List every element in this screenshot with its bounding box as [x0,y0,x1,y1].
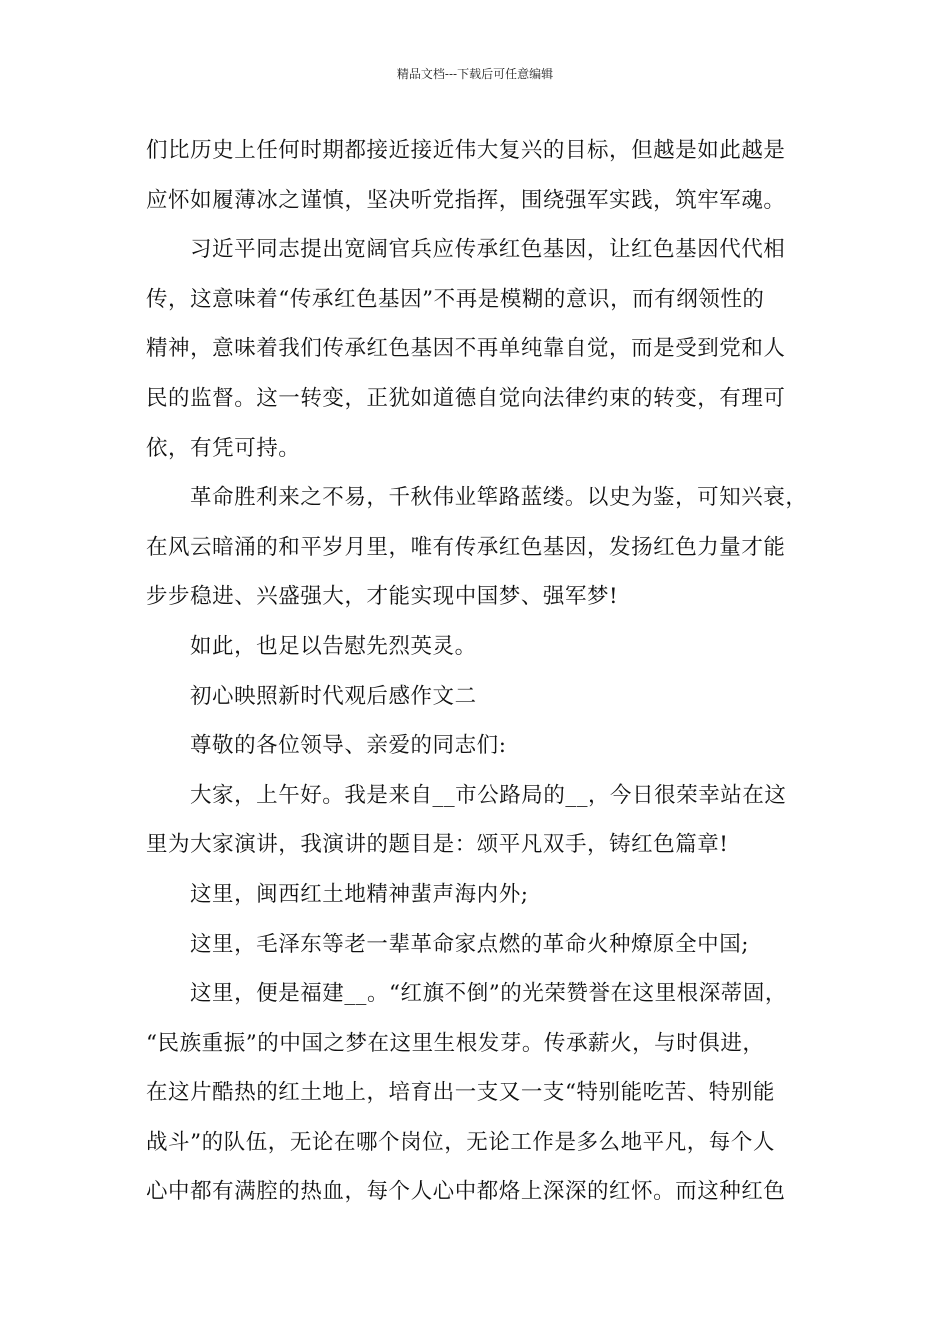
text-line: 在风云暗涌的和平岁月里，唯有传承红色基因，发扬红色力量才能 [146,534,786,560]
page-header: 精品文档---下载后可任意编辑 [396,67,554,81]
text-line: 革命胜利来之不易，千秋伟业筚路蓝缕。以史为鉴，可知兴衰， [190,485,808,511]
text-line: 里为大家演讲，我演讲的题目是：颂平凡双手，铸红色篇章! [146,832,729,858]
text-line: 大家，上午好。我是来自__市公路局的__，今日很荣幸站在这 [190,782,787,808]
text-line: 初心映照新时代观后感作文二 [190,683,477,709]
text-line: “民族重振”的中国之梦在这里生根发芽。传承薪火，与时俱进， [146,1030,765,1056]
text-line: 传，这意味着“传承红色基因”不再是模糊的意识，而有纲领性的 [146,286,765,312]
text-line: 心中都有满腔的热血，每个人心中都烙上深深的红怀。而这种红色 [146,1179,786,1205]
document-body [146,126,822,1217]
text-line: 这里，毛泽东等老一辈革命家点燃的革命火种燎原全中国; [190,931,750,957]
text-line: 们比历史上任何时期都接近接近伟大复兴的目标，但越是如此越是 [146,138,786,163]
text-line: 这里，便是福建__。“红旗不倒”的光荣赞誉在这里根深蒂固， [190,981,787,1007]
text-line: 在这片酷热的红土地上，培育出一支又一支“特别能吃苦、特别能 [146,1080,775,1106]
text-line: 依，有凭可持。 [146,435,301,461]
text-line: 如此，也足以告慰先烈英灵。 [190,633,477,659]
text-line: 精神，意味着我们传承红色基因不再单纯靠自觉，而是受到党和人 [146,336,786,362]
text-line: 这里，闽西红土地精神蜚声海内外; [190,881,529,907]
text-line: 应怀如履薄冰之谨慎，坚决听党指挥，围绕强军实践，筑牢军魂。 [146,187,786,213]
text-line: 尊敬的各位领导、亲爱的同志们: [190,733,507,759]
text-line: 民的监督。这一转变，正犹如道德自觉向法律约束的转变，有理可 [146,385,786,411]
text-line: 习近平同志提出宽阔官兵应传承红色基因，让红色基因代代相 [190,237,786,263]
text-line: 步步稳进、兴盛强大，才能实现中国梦、强军梦! [146,584,619,610]
text-line: 战斗”的队伍，无论在哪个岗位，无论工作是多么地平凡，每个人 [146,1129,775,1155]
